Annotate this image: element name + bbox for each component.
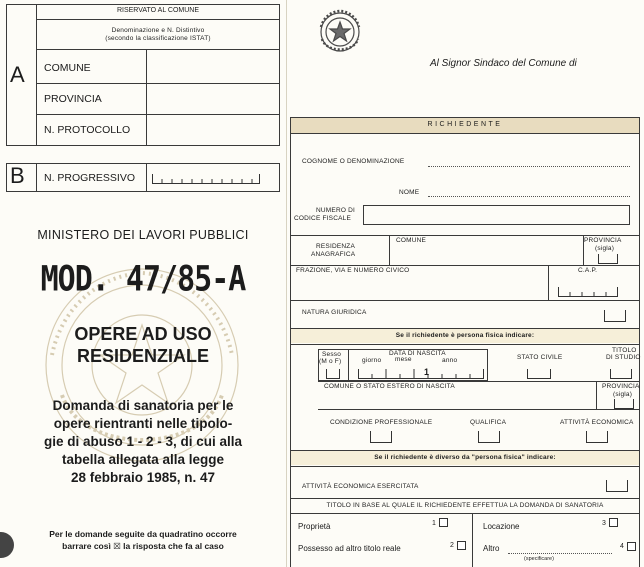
specificare-label: (specificare) [524,556,554,562]
note-line2: barrare così ☒ la risposta che fa al caso [62,541,224,551]
provincia-residenza-label: PROVINCIA [584,237,622,244]
provincia-nascita-field[interactable] [614,399,634,409]
data-nascita-boxes[interactable] [358,369,484,379]
box-a-denom-line1: Denominazione e N. Distintivo [111,27,205,34]
comune-row-label: COMUNE [44,62,91,74]
nome-field[interactable] [428,196,630,197]
option-altro-field[interactable] [508,553,612,554]
data-nascita-label: DATA DI NASCITA [389,350,446,357]
qualifica-field[interactable] [478,431,500,443]
condizione-field[interactable] [370,431,392,443]
option-locazione-num: 3 [602,520,606,527]
option-locazione-checkbox[interactable] [609,518,618,527]
comune-residenza-label: COMUNE [396,237,427,244]
request-line-1: Domanda di sanatoria per le [52,398,234,413]
provincia-field[interactable] [147,84,279,113]
works-line1: OPERE AD USO [74,324,212,344]
box-a-letter: A [10,62,25,87]
titolo-studio-label-1: TITOLO [612,347,637,354]
condizione-label: CONDIZIONE PROFESSIONALE [330,419,433,426]
ministry-title: MINISTERO DEI LAVORI PUBBLICI [37,228,249,242]
cognome-label: COGNOME O DENOMINAZIONE [302,158,405,165]
cf-label-2: CODICE FISCALE [294,215,351,222]
cap-digit-boxes[interactable] [558,287,618,297]
sesso-field[interactable] [326,369,340,379]
mese-label: mese [395,356,412,363]
attivita-economica-field[interactable] [586,431,608,443]
provincia-row-label: PROVINCIA [44,93,102,105]
provincia-residenza-field[interactable] [598,254,618,264]
sigla-residenza-label: (sigla) [595,245,615,252]
option-proprieta-label: Proprietà [298,522,331,531]
box-b-letter: B [10,163,25,188]
request-line-4: tabella allegata alla legge [61,452,225,467]
option-possesso-label: Possesso ad altro titolo reale [298,544,401,553]
box-a-denom-line2: (secondo la classificazione ISTAT) [105,35,211,42]
comune-nascita-field[interactable] [322,392,592,408]
frazione-field[interactable] [292,277,544,297]
titolo-studio-label-2: DI STUDIO [606,354,641,361]
protocollo-row-label: N. PROTOCOLLO [44,124,131,136]
nome-label: NOME [399,189,420,196]
comune-residenza-field[interactable] [392,246,580,262]
progressivo-digit-boxes[interactable] [152,174,260,184]
request-line-3: gie di abuso 1 - 2 - 3, di cui alla [43,434,243,449]
request-line-2: opere rientranti nelle tipolo- [53,416,233,431]
qualifica-label: QUALIFICA [470,419,507,426]
comune-field[interactable] [147,50,279,82]
titolo-base-header: TITOLO IN BASE AL QUALE IL RICHIEDENTE EFFETTUA LA DOMANDA DI SANATORIA [326,502,604,509]
natura-field[interactable] [604,310,626,322]
cf-label-1: NUMERO DI [316,207,355,214]
italian-republic-emblem-icon [312,5,368,61]
addressee: Al Signor Sindaco del Comune di [430,58,577,69]
residenza-label-2: ANAGRAFICA [311,251,356,258]
non-fisica-header: Se il richiedente è diverso da "persona fisica" indicare: [374,454,556,461]
page-gutter [286,0,287,567]
codice-fiscale-field[interactable] [363,205,630,225]
attivita-esercitata-label: ATTIVITÀ ECONOMICA ESERCITATA [302,483,419,490]
protocollo-field[interactable] [147,115,279,145]
sesso-label-1: Sesso [322,351,342,358]
works-line2: RESIDENZIALE [76,346,209,366]
giorno-label: giorno [362,357,382,364]
box-a-header: RISERVATO AL COMUNE [116,7,200,14]
richiedente-header: RICHIEDENTE [427,121,503,128]
residenza-label-1: RESIDENZA [316,243,356,250]
progressivo-label: N. PROGRESSIVO [44,172,136,184]
option-possesso-num: 2 [450,542,454,549]
note-line1: Per le domande seguite da quadratino occorre [49,529,237,539]
attivita-economica-label: ATTIVITÀ ECONOMICA [560,419,634,426]
natura-label: NATURA GIURIDICA [302,309,367,316]
option-altro-num: 4 [620,543,624,550]
persona-fisica-header: Se il richiedente è persona fisica indicare: [395,332,535,339]
comune-nascita-label: COMUNE O STATO ESTERO DI NASCITA [324,383,455,390]
option-altro-checkbox[interactable] [627,542,636,551]
request-text [10,397,276,487]
option-possesso-checkbox[interactable] [457,541,466,550]
frazione-label: FRAZIONE, VIA E NUMERO CIVICO [296,267,410,274]
cognome-field[interactable] [428,166,630,167]
provincia-nascita-label: PROVINCIA [602,383,640,390]
anno-prefix: 1 [424,367,430,377]
anno-label: anno [442,357,458,364]
sigla-nascita-label: (sigla) [613,391,633,398]
mod-code: MOD. 47/85-A [40,259,246,300]
option-proprieta-num: 1 [432,520,436,527]
sesso-label-2: (M o F) [319,358,342,365]
option-altro-label: Altro [483,544,500,553]
attivita-esercitata-field[interactable] [606,480,628,492]
request-line-5: 28 febbraio 1985, n. 47 [70,470,216,485]
stato-civile-field[interactable] [527,369,551,379]
stato-civile-label: STATO CIVILE [517,354,563,361]
option-proprieta-checkbox[interactable] [439,518,448,527]
titolo-studio-field[interactable] [610,369,632,379]
cap-label: C.A.P. [578,267,598,274]
option-locazione-label: Locazione [483,522,520,531]
